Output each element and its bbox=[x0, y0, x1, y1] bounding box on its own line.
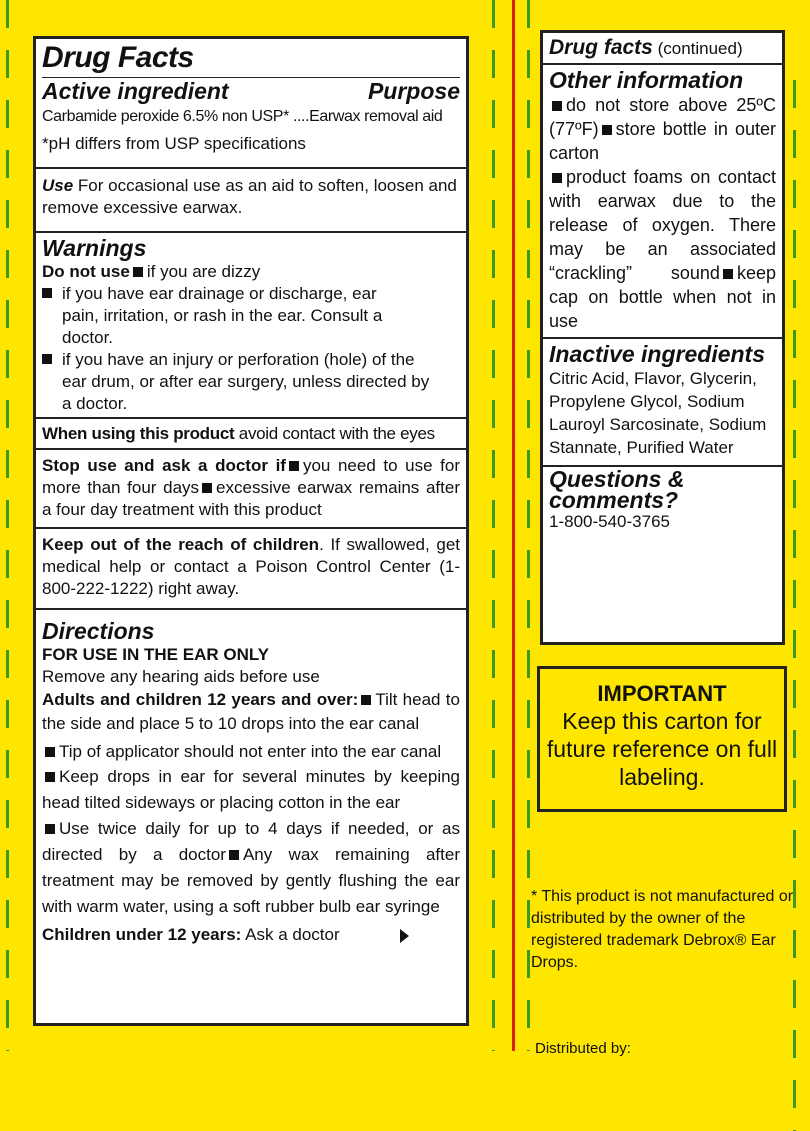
do-not-use-item-1: if you are dizzy bbox=[146, 262, 261, 281]
children-text: Ask a doctor bbox=[241, 925, 340, 944]
bullet-square-icon bbox=[45, 824, 55, 834]
bullet-square-icon bbox=[133, 267, 143, 277]
bullet-square-icon bbox=[45, 747, 55, 757]
other-information-heading: Other information bbox=[549, 67, 744, 93]
stop-use-item-2: excessive earwax remains after a four day treatment with this product bbox=[42, 478, 460, 519]
bullet-square-icon bbox=[45, 772, 55, 782]
keep-out-text: . If swallowed, get medical help or contact a Poison Control Center (1-800-222-1222) right away. bbox=[42, 535, 461, 598]
important-title: IMPORTANT bbox=[597, 681, 727, 706]
active-ingredient-heading: Active ingredient bbox=[42, 78, 229, 104]
ph-note: *pH differs from USP specifications bbox=[42, 134, 306, 153]
continued-title-section bbox=[543, 33, 782, 63]
adults-text: Tilt head to the side and place 5 to 10 drops into the ear canal bbox=[42, 690, 460, 733]
do-not-use-label: Do not use bbox=[42, 262, 130, 281]
direction-item-4b: Any wax remaining after treatment may be removed by gently flushing the ear with warm water, using a soft rubber bulb ear syringe bbox=[42, 845, 460, 916]
drug-facts-continued-title: Drug facts bbox=[549, 36, 653, 59]
bullet-square-icon bbox=[229, 850, 239, 860]
directions-section bbox=[36, 608, 466, 950]
when-using-text: avoid contact with the eyes bbox=[234, 424, 435, 443]
panel-fold-line-right bbox=[527, 0, 530, 1051]
when-using-label: When using this product bbox=[42, 424, 235, 443]
distributed-by-label: Distributed by: bbox=[535, 1040, 631, 1057]
bullet-square-icon bbox=[602, 125, 612, 135]
use-section bbox=[36, 167, 466, 231]
bullet-square-icon bbox=[361, 695, 371, 705]
important-notice-box bbox=[537, 666, 787, 812]
other-information-section bbox=[543, 63, 782, 337]
bullet-square-icon bbox=[552, 101, 562, 111]
active-ingredient-line: Carbamide peroxide 6.5% non USP* ....Earwax removal aid bbox=[42, 108, 443, 125]
for-use-ear-only: FOR USE IN THE EAR ONLY bbox=[42, 645, 270, 664]
important-text: Keep this carton for future reference on full labeling. bbox=[546, 708, 778, 790]
keep-out-label: Keep out of the reach of children bbox=[42, 535, 320, 554]
other-info-item-4: keep cap on bottle when not in use bbox=[549, 263, 776, 331]
direction-item-3: Keep drops in ear for several minutes by keeping head tilted sideways or placing cotton in the ear bbox=[42, 767, 460, 812]
warnings-heading: Warnings bbox=[42, 235, 147, 261]
inactive-ingredients-heading: Inactive ingredients bbox=[549, 341, 766, 367]
other-info-item-1: do not store above 25ºC (77ºF) bbox=[549, 95, 776, 139]
do-not-use-item-3: if you have an injury or perforation (hole) of the ear drum, or after ear surgery, unless directed by a doctor. bbox=[62, 350, 430, 413]
active-ingredient-section bbox=[36, 39, 466, 167]
remove-hearing-aids: Remove any hearing aids before use bbox=[42, 667, 320, 686]
directions-heading: Directions bbox=[42, 618, 155, 644]
inactive-ingredients-text: Citric Acid, Flavor, Glycerin, Propylene Glycol, Sodium Lauroyl Sarcosinate, Sodium Stannate, Purified Water bbox=[549, 369, 767, 457]
use-text: For occasional use as an aid to soften, loosen and remove excessive earwax. bbox=[42, 176, 457, 217]
adults-label: Adults and children 12 years and over: bbox=[42, 690, 359, 709]
bullet-square-icon bbox=[202, 483, 212, 493]
questions-heading: Questions & comments? bbox=[549, 466, 685, 513]
direction-item-2: Tip of applicator should not enter into the ear canal bbox=[59, 742, 442, 761]
bullet-square-icon bbox=[42, 354, 52, 364]
keep-out-section bbox=[36, 527, 466, 608]
bullet-square-icon bbox=[552, 173, 562, 183]
continue-arrow-icon bbox=[400, 929, 409, 943]
drug-facts-panel bbox=[33, 36, 469, 1026]
use-label: Use bbox=[42, 176, 74, 195]
questions-phone: 1-800-540-3765 bbox=[549, 512, 670, 531]
left-edge-fold-line bbox=[6, 0, 9, 1051]
direction-item-4a: Use twice daily for up to 4 days if needed, or as directed by a doctor bbox=[42, 819, 460, 864]
purpose-heading: Purpose bbox=[367, 78, 460, 104]
drug-facts-continued-panel bbox=[540, 30, 785, 645]
red-fold-line bbox=[512, 0, 515, 1051]
stop-use-section bbox=[36, 448, 466, 527]
bullet-square-icon bbox=[289, 461, 299, 471]
drug-facts-title: Drug Facts bbox=[42, 41, 194, 74]
do-not-use-item-2: if you have ear drainage or discharge, ear pain, irritation, or rash in the ear. Consult a doctor. bbox=[62, 284, 383, 347]
other-info-item-2: store bottle in outer carton bbox=[549, 119, 776, 163]
when-using-section bbox=[36, 417, 466, 448]
continued-label: (continued) bbox=[652, 39, 743, 58]
inactive-ingredients-section bbox=[543, 337, 782, 465]
stop-use-item-1: you need to use for more than four days bbox=[42, 456, 460, 497]
other-info-item-3: product foams on contact with earwax due to the release of oxygen. There may be an associated “crackling” sound bbox=[549, 167, 776, 283]
warnings-section bbox=[36, 231, 466, 417]
trademark-footnote: * This product is not manufactured or distributed by the owner of the registered trademark Debrox® Ear Drops. bbox=[531, 888, 794, 971]
bullet-square-icon bbox=[42, 288, 52, 298]
panel-fold-line-left bbox=[492, 0, 495, 1051]
questions-section bbox=[543, 465, 782, 537]
stop-use-label: Stop use and ask a doctor if bbox=[42, 456, 286, 475]
bullet-square-icon bbox=[723, 269, 733, 279]
children-label: Children under 12 years: bbox=[42, 925, 242, 944]
